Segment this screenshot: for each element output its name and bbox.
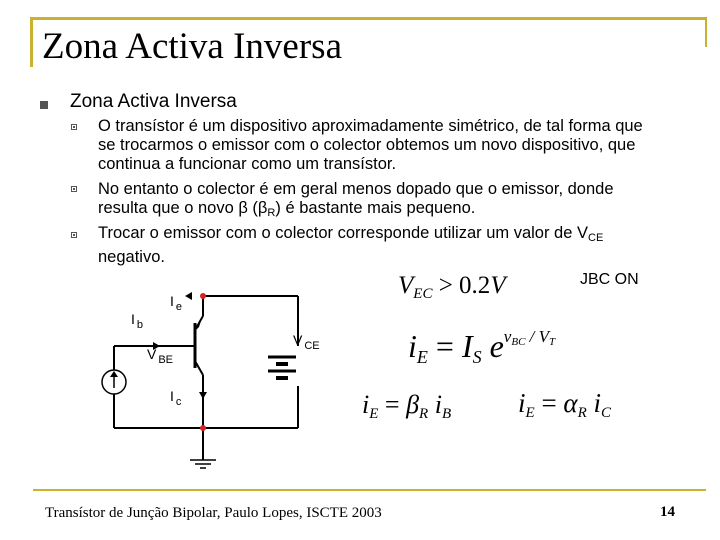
bullet-3-sub: CE	[588, 232, 604, 244]
ib-label: I $_b$	[131, 311, 144, 331]
bullet-1-text: O transístor é um dispositivo aproximadamente simétrico, de tal forma que se trocarmos o emissor com o colector obtemos um novo dispositivo, que continua a funcionar como um transístor.	[98, 117, 643, 173]
ie-beta-equation: iE = βR iB	[362, 390, 452, 422]
condition-equation: $V_{EC} > 0.2V$	[398, 272, 506, 302]
source-arrow-head-icon	[110, 371, 118, 377]
ie-alpha-equation: iE = αR iC	[518, 388, 612, 421]
circuit-node-dot	[200, 293, 206, 299]
vbe-label: V $_{BE}$	[147, 346, 174, 366]
bullet-2-pre: No entanto o colector é em geral menos dopado que o emissor, donde resulta que o novo β (β	[98, 180, 614, 217]
bullet-3-pre: Trocar o emissor com o colector corresponde utilizar um valor de V	[98, 224, 588, 242]
circuit-node-dot	[200, 425, 206, 431]
slide-title: Zona Activa Inversa	[42, 26, 342, 67]
jbc-on-label: JBC ON	[580, 271, 639, 288]
level1-text: Zona Activa Inversa	[70, 91, 237, 112]
bullet-2-post: ) é bastante mais pequeno.	[275, 199, 476, 217]
ie-label: I $_e$	[170, 293, 183, 313]
bullet-3-post: negativo.	[98, 248, 165, 266]
page-number: 14	[660, 504, 675, 520]
bullet-2-sub: R	[267, 207, 276, 219]
ie-exponential-equation: iE = IS $e^{vBC / VT}$	[408, 327, 556, 367]
ic-label: I $_c$	[170, 388, 182, 408]
current-arrow-icon	[199, 392, 207, 399]
current-arrow-icon	[185, 292, 192, 300]
footer-text: Transístor de Junção Bipolar, Paulo Lopes, ISCTE 2003	[45, 505, 382, 521]
vce-label: V $_{CE}$	[293, 332, 320, 352]
